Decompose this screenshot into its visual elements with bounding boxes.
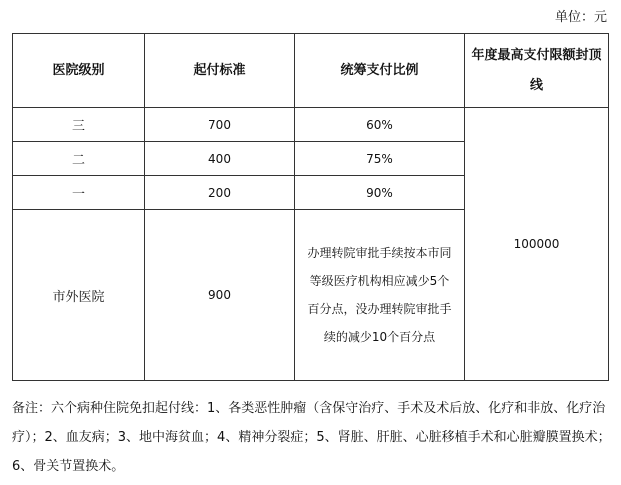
cell-annual-cap: 100000 — [465, 108, 609, 381]
cell-ratio-note — [295, 210, 465, 381]
cell-deductible: 700 — [145, 108, 295, 142]
cell-level: 三 — [13, 108, 145, 142]
remarks-text: 备注：六个病种住院免扣起付线：1、各类恶性肿瘤（含保守治疗、手术及术后放、化疗和非放、化疗治疗）；2、血友病；3、地中海贫血；4、精神分裂症；5、肾脏、肝脏、心脏移植手术和心脏瓣膜置换术；6、骨关节置换术。 — [12, 401, 611, 474]
header-annual-cap: 年度最高支付限额封顶线 — [465, 34, 609, 108]
reimbursement-table — [12, 33, 609, 381]
header-row — [13, 34, 609, 108]
cell-level: 二 — [13, 142, 145, 176]
cell-ratio: 60% — [295, 108, 465, 142]
cell-level: 市外医院 — [13, 210, 145, 381]
unit-label: 单位：元 — [554, 10, 607, 25]
cell-deductible: 200 — [145, 176, 295, 210]
cell-deductible: 900 — [145, 210, 295, 381]
header-deductible: 起付标准 — [145, 34, 295, 108]
cell-ratio: 75% — [295, 142, 465, 176]
cell-ratio: 90% — [295, 176, 465, 210]
cell-level: 一 — [13, 176, 145, 210]
table-row — [13, 108, 609, 142]
header-hospital-level: 医院级别 — [13, 34, 145, 108]
ratio-note-text: 办理转院审批手续按本市同等级医疗机构相应减少5个百分点，没办理转院审批手续的减少10个百分点 — [307, 246, 452, 344]
header-payment-ratio: 统筹支付比例 — [295, 34, 465, 108]
cell-deductible: 400 — [145, 142, 295, 176]
